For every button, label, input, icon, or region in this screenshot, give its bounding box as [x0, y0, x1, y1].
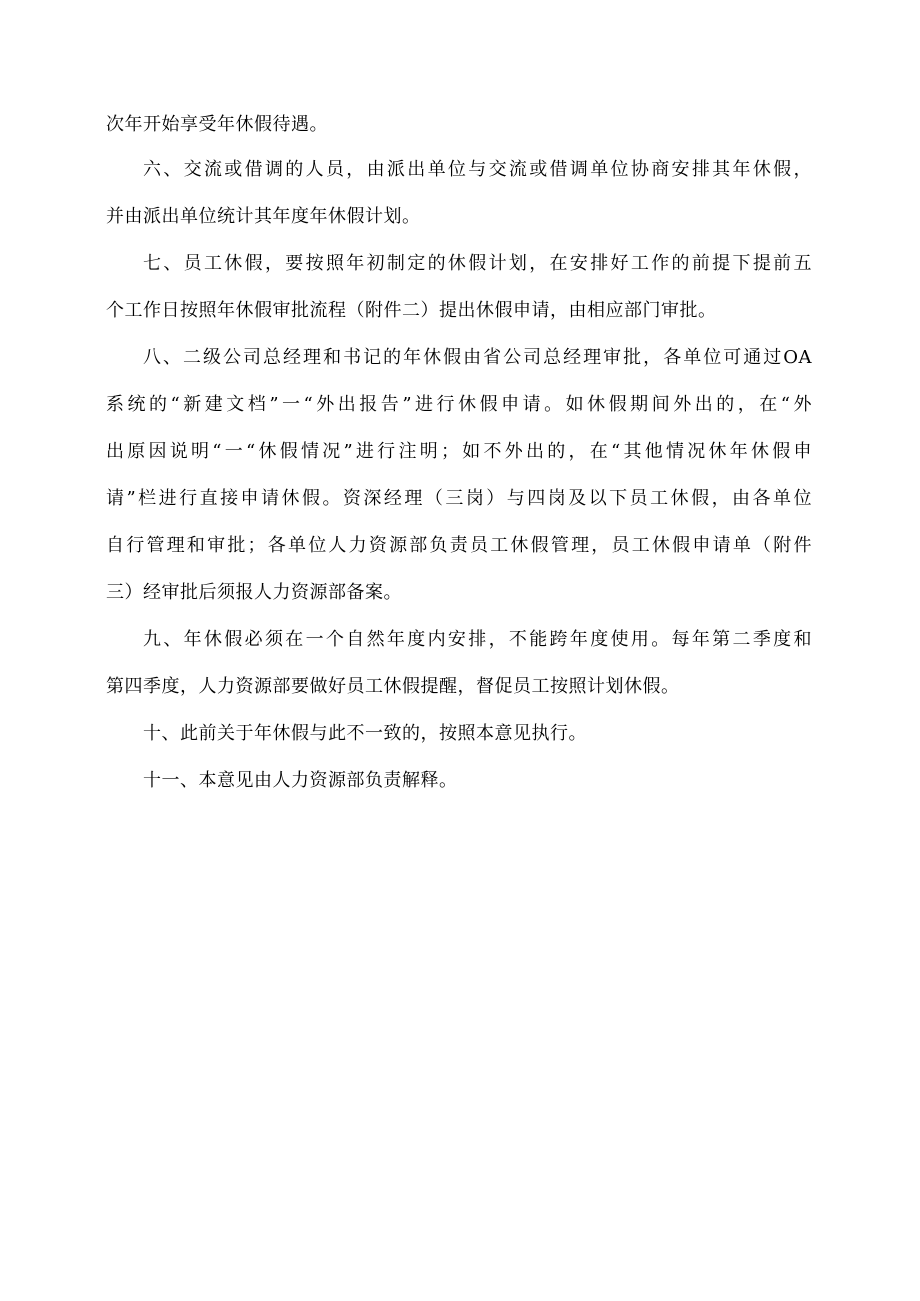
text-line: 九、年休假必须在一个自然年度内安排，不能跨年度使用。每年第二季度和 [143, 629, 812, 650]
text-line: 请”栏进行直接申请休假。资深经理（三岗）与四岗及以下员工休假，由各单位 [106, 488, 812, 509]
text-line: 三）经审批后须报人力资源部备案。 [106, 582, 402, 603]
text-line: 出原因说明“一“休假情况”进行注明；如不外出的，在“其他情况休年休假申 [106, 441, 812, 462]
text-line: 十一、本意见由人力资源部负责解释。 [143, 770, 458, 791]
text-line: 八、二级公司总经理和书记的年休假由省公司总经理审批，各单位可通过OA [143, 347, 812, 368]
text-line: 并由派出单位统计其年度年休假计划。 [106, 206, 421, 227]
text-line: 十、此前关于年休假与此不一致的，按照本意见执行。 [143, 723, 587, 744]
text-line: 六、交流或借调的人员，由派出单位与交流或借调单位协商安排其年休假， [143, 159, 812, 180]
text-line: 系统的“新建文档”一“外出报告”进行休假申请。如休假期间外出的，在“外 [106, 394, 812, 415]
text-line: 第四季度，人力资源部要做好员工休假提醒，督促员工按照计划休假。 [106, 676, 680, 697]
text-line: 自行管理和审批；各单位人力资源部负责员工休假管理，员工休假申请单（附件 [106, 535, 812, 556]
text-line: 次年开始享受年休假待遇。 [106, 114, 328, 135]
text-line: 个工作日按照年休假审批流程（附件二）提出休假申请，由相应部门审批。 [106, 300, 717, 321]
text-line: 七、员工休假，要按照年初制定的休假计划，在安排好工作的前提下提前五 [143, 253, 812, 274]
